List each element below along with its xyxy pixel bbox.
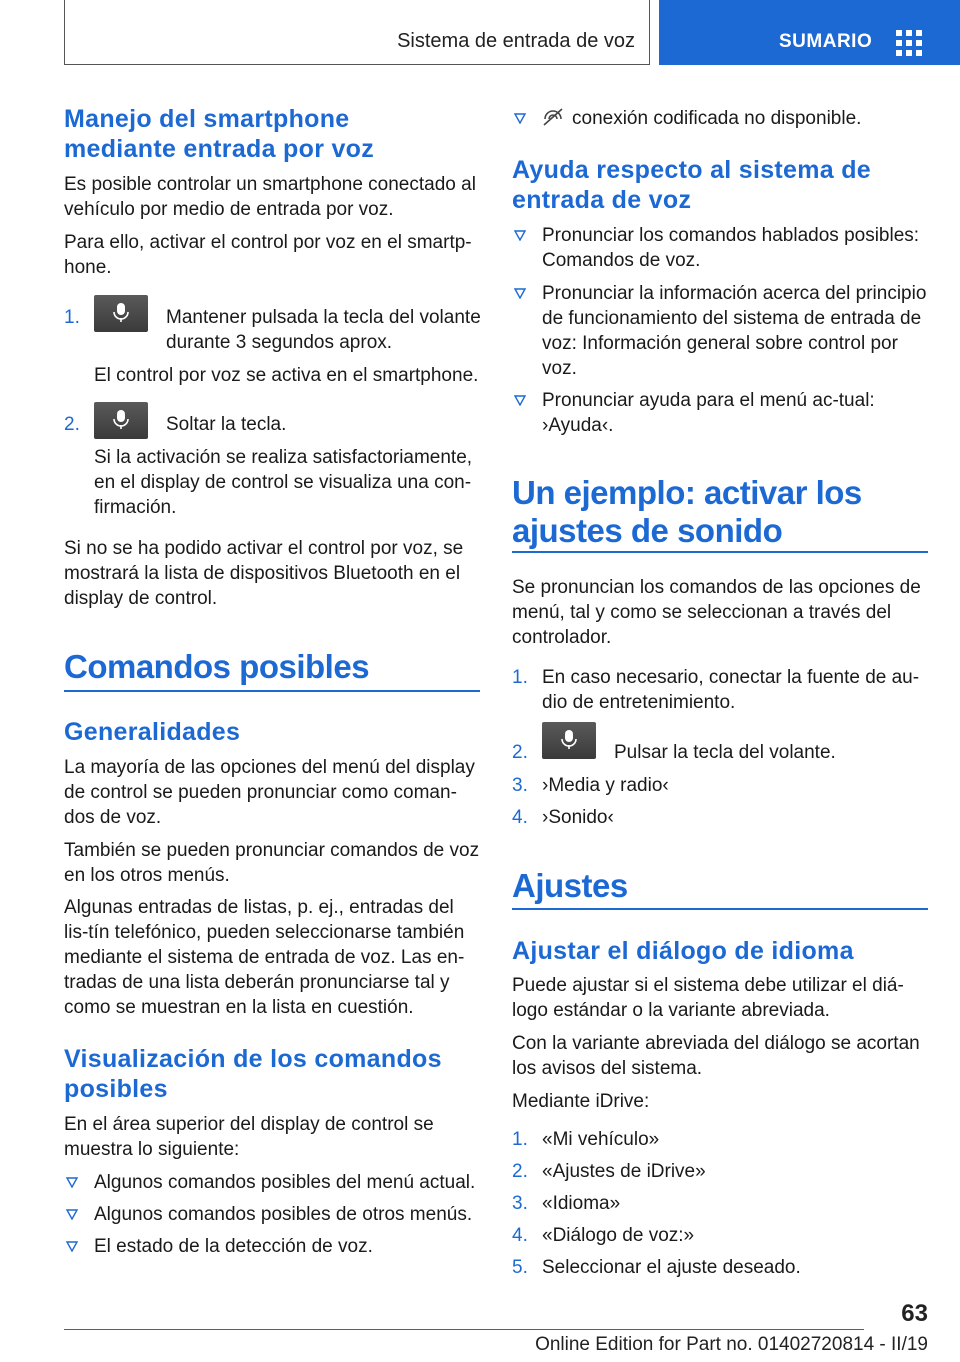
header-title-box bbox=[64, 0, 650, 65]
edition-text: Online Edition for Part no. 01402720814 - II/19 bbox=[535, 1334, 928, 1355]
heading-ejemplo: Un ejemplo: activar los ajustes de sonido bbox=[512, 474, 862, 549]
microphone-icon bbox=[112, 409, 130, 431]
section-title: Sistema de entrada de voz bbox=[397, 30, 635, 52]
bullet-text: Pronunciar la información acerca del principio de funcionamiento del sistema de entrada de voz: Información general sobre control por voz. bbox=[542, 283, 927, 379]
voice-button-image bbox=[94, 295, 148, 332]
step-text: «Mi vehículo» bbox=[542, 1129, 660, 1150]
paragraph: Mediante iDrive: bbox=[512, 1091, 650, 1112]
heading-comandos: Comandos posibles bbox=[64, 648, 370, 685]
bullet-text: Pronunciar ayuda para el menú ac‐tual: ›Ayuda‹. bbox=[542, 390, 875, 436]
step-text bbox=[94, 305, 484, 388]
heading-ayuda: Ayuda respecto al sistema de entrada de voz bbox=[512, 156, 872, 214]
section-rule bbox=[512, 908, 928, 910]
bullet-text-wrap bbox=[542, 106, 932, 131]
bullet-text: Pronunciar los comandos hablados posibles: Comandos de voz. bbox=[542, 225, 920, 271]
step-subtext: El control por voz se activa en el smartphone. bbox=[94, 365, 479, 386]
summary-button[interactable] bbox=[659, 0, 960, 65]
heading-visualizacion: Visualización de los comandos posibles bbox=[64, 1045, 442, 1103]
step-text-inline: Pulsar la tecla del volante. bbox=[614, 742, 836, 763]
triangle-bullet-icon bbox=[514, 394, 526, 406]
step-number: 3. bbox=[512, 1193, 528, 1214]
paragraph: Si no se ha podido activar el control por voz, se mostrará la lista de dispositivos Bluetooth en el display de control. bbox=[64, 538, 464, 609]
step-text: «Idioma» bbox=[542, 1193, 621, 1214]
bullet-text: conexión codificada no disponible. bbox=[572, 108, 862, 129]
section-rule bbox=[512, 551, 928, 553]
heading-smartphone: Manejo del smartphone mediante entrada por voz bbox=[64, 105, 375, 163]
bullet-text: Algunos comandos posibles de otros menús. bbox=[94, 1204, 473, 1225]
summary-label: SUMARIO bbox=[779, 31, 873, 52]
triangle-bullet-icon bbox=[514, 229, 526, 241]
voice-button-image bbox=[542, 722, 596, 759]
paragraph: También se pueden pronunciar comandos de voz en los otros menús. bbox=[64, 840, 480, 886]
step-number: 4. bbox=[512, 807, 528, 828]
microphone-icon bbox=[560, 729, 578, 751]
paragraph: La mayoría de las opciones del menú del display de control se pueden pronunciar como coman‐dos de voz. bbox=[64, 757, 475, 828]
step-number: 4. bbox=[512, 1225, 528, 1246]
triangle-bullet-icon bbox=[66, 1176, 78, 1188]
step-number: 1. bbox=[512, 1129, 528, 1150]
step-number: 3. bbox=[512, 775, 528, 796]
step-number: 2. bbox=[512, 1161, 528, 1182]
voice-button-image bbox=[94, 402, 148, 439]
triangle-bullet-icon bbox=[66, 1240, 78, 1252]
heading-ajustes: Ajustes bbox=[512, 867, 628, 904]
paragraph: Con la variante abreviada del diálogo se acortan los avisos del sistema. bbox=[512, 1033, 920, 1079]
step-number: 5. bbox=[512, 1257, 528, 1278]
step-text bbox=[542, 740, 932, 765]
step-text: Seleccionar el ajuste deseado. bbox=[542, 1257, 801, 1278]
bullet-text: El estado de la detección de voz. bbox=[94, 1236, 373, 1257]
step-number: 1. bbox=[64, 307, 80, 328]
no-encryption-icon bbox=[542, 107, 564, 127]
heading-generalidades: Generalidades bbox=[64, 718, 241, 746]
grid-icon bbox=[896, 30, 922, 56]
triangle-bullet-icon bbox=[66, 1208, 78, 1220]
paragraph: En el área superior del display de control se muestra lo siguiente: bbox=[64, 1114, 434, 1160]
triangle-bullet-icon bbox=[514, 287, 526, 299]
step-text-inline: Mantener pulsada la tecla del volante durante 3 segundos aprox. bbox=[166, 307, 481, 353]
paragraph: Puede ajustar si el sistema debe utilizar el diá‐logo estándar o la variante abreviada. bbox=[512, 975, 904, 1021]
footer-rule bbox=[64, 1329, 864, 1330]
heading-dialogo: Ajustar el diálogo de idioma bbox=[512, 937, 854, 965]
step-number: 2. bbox=[512, 742, 528, 763]
paragraph: Para ello, activar el control por voz en el smartp‐hone. bbox=[64, 232, 472, 278]
step-number: 2. bbox=[64, 414, 80, 435]
step-text: «Diálogo de voz:» bbox=[542, 1225, 695, 1246]
step-subtext: Si la activación se realiza satisfactoriamente, en el display de control se visualiza una con‐firmación. bbox=[94, 447, 473, 518]
step-number: 1. bbox=[512, 667, 528, 688]
microphone-icon bbox=[112, 302, 130, 324]
step-text: «Ajustes de iDrive» bbox=[542, 1161, 706, 1182]
step-text-inline: Soltar la tecla. bbox=[166, 414, 287, 435]
page-number: 63 bbox=[901, 1300, 928, 1327]
bullet-text: Algunos comandos posibles del menú actual. bbox=[94, 1172, 476, 1193]
step-text bbox=[94, 412, 484, 520]
step-text: ›Media y radio‹ bbox=[542, 775, 669, 796]
step-text: ›Sonido‹ bbox=[542, 807, 614, 828]
paragraph: Algunas entradas de listas, p. ej., entradas del lis‐tín telefónico, pueden seleccionarse también mediante el sistema de entrada de voz. Las en‐tradas de una lista deberán pronunciarse tal y como se muestran en la lista en cuestión. bbox=[64, 897, 465, 1018]
section-rule bbox=[64, 690, 480, 692]
paragraph: Es posible controlar un smartphone conectado al vehículo por medio de entrada por voz. bbox=[64, 174, 476, 220]
triangle-bullet-icon bbox=[514, 112, 526, 124]
step-text: En caso necesario, conectar la fuente de au‐dio de entretenimiento. bbox=[542, 667, 920, 713]
paragraph: Se pronuncian los comandos de las opciones de menú, tal y como se seleccionan a través del controlador. bbox=[512, 577, 921, 648]
